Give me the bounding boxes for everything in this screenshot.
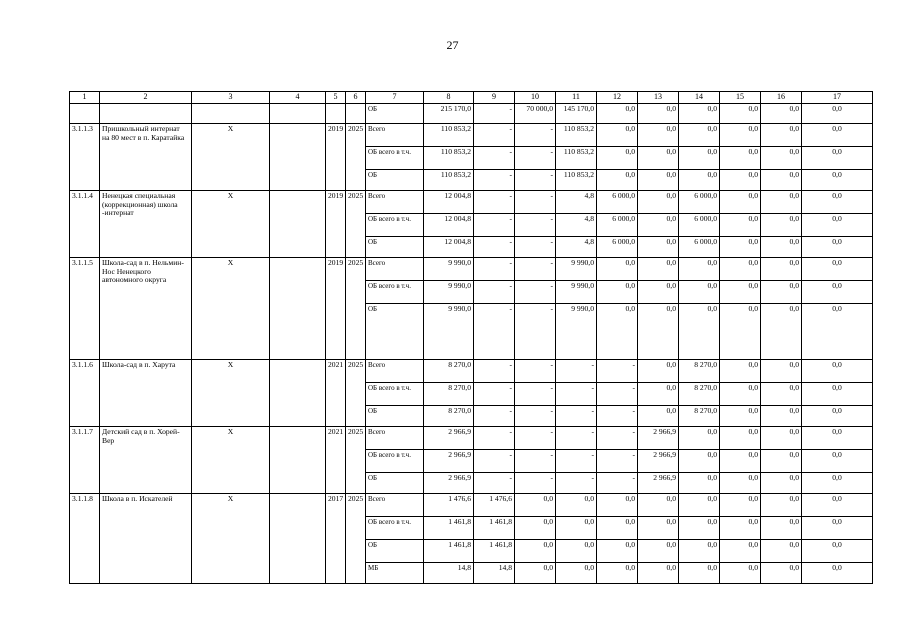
table-cell: 0,0 xyxy=(720,281,761,304)
end-year: 2025 xyxy=(346,258,366,360)
table-cell: 2 966,9 xyxy=(638,450,679,473)
start-year: 2021 xyxy=(326,427,346,494)
table-cell: - xyxy=(474,360,515,383)
column-header: 16 xyxy=(761,92,802,104)
funding-source: ОБ xyxy=(366,237,424,258)
column-header: 8 xyxy=(424,92,474,104)
column-header: 9 xyxy=(474,92,515,104)
start-year: 2021 xyxy=(326,360,346,427)
start-year: 2019 xyxy=(326,258,346,360)
table-row xyxy=(70,104,873,124)
column-header: 7 xyxy=(366,92,424,104)
table-cell: 0,0 xyxy=(597,563,638,584)
column-header-row xyxy=(70,92,873,104)
table-cell: - xyxy=(556,360,597,383)
item-mark: X xyxy=(192,360,270,427)
funding-source: МБ xyxy=(366,563,424,584)
empty-cell xyxy=(270,104,326,124)
table-cell: - xyxy=(515,170,556,191)
table-cell: 0,0 xyxy=(638,383,679,406)
table-cell: 110 853,2 xyxy=(424,170,474,191)
table-cell: 0,0 xyxy=(638,494,679,517)
table-cell: - xyxy=(597,406,638,427)
table-cell: 0,0 xyxy=(597,104,638,124)
table-cell: - xyxy=(515,406,556,427)
table-cell: 0,0 xyxy=(802,258,873,281)
table-cell: - xyxy=(515,450,556,473)
funding-source: ОБ xyxy=(366,540,424,563)
table-cell: 0,0 xyxy=(638,191,679,214)
funding-source: Всего xyxy=(366,258,424,281)
table-cell: 9 990,0 xyxy=(556,258,597,281)
table-cell: - xyxy=(556,427,597,450)
table-cell: - xyxy=(515,258,556,281)
table-cell: 0,0 xyxy=(761,383,802,406)
end-year: 2025 xyxy=(346,191,366,258)
table-cell: 0,0 xyxy=(720,406,761,427)
empty-cell xyxy=(346,104,366,124)
table-cell: 0,0 xyxy=(720,383,761,406)
column-header: 2 xyxy=(100,92,192,104)
table-cell: 0,0 xyxy=(679,304,720,360)
table-cell: 0,0 xyxy=(679,258,720,281)
table-cell: 0,0 xyxy=(597,170,638,191)
table-cell: - xyxy=(515,360,556,383)
table-cell: 14,8 xyxy=(424,563,474,584)
column-header: 1 xyxy=(70,92,100,104)
table-cell: 0,0 xyxy=(802,427,873,450)
table-cell: - xyxy=(515,304,556,360)
table-cell: 9 990,0 xyxy=(556,304,597,360)
table-cell: 0,0 xyxy=(761,304,802,360)
table-cell: 0,0 xyxy=(761,124,802,147)
funding-source: ОБ xyxy=(366,304,424,360)
table-cell: 0,0 xyxy=(761,360,802,383)
table-cell: 110 853,2 xyxy=(556,170,597,191)
table-cell: 0,0 xyxy=(597,258,638,281)
column-header: 11 xyxy=(556,92,597,104)
table-cell: - xyxy=(474,427,515,450)
item-mark: X xyxy=(192,258,270,360)
table-cell: 0,0 xyxy=(720,258,761,281)
column-header: 13 xyxy=(638,92,679,104)
table-cell: 110 853,2 xyxy=(556,147,597,170)
table-cell: 1 461,8 xyxy=(424,540,474,563)
table-cell: 0,0 xyxy=(761,494,802,517)
table-cell: 0,0 xyxy=(679,494,720,517)
item-code: 3.1.1.3 xyxy=(70,124,100,191)
funding-source: ОБ всего в т.ч. xyxy=(366,281,424,304)
table-cell: 0,0 xyxy=(720,427,761,450)
table-cell: 70 000,0 xyxy=(515,104,556,124)
funding-source: ОБ xyxy=(366,406,424,427)
table-row xyxy=(70,124,873,147)
table-cell: - xyxy=(556,473,597,494)
table-row xyxy=(70,494,873,517)
table-cell: 215 170,0 xyxy=(424,104,474,124)
table-cell: 0,0 xyxy=(761,540,802,563)
item-mark: X xyxy=(192,191,270,258)
table-cell: 0,0 xyxy=(515,517,556,540)
table-cell: 2 966,9 xyxy=(424,427,474,450)
table-cell: 0,0 xyxy=(720,360,761,383)
funding-source: Всего xyxy=(366,494,424,517)
table-cell: 0,0 xyxy=(802,104,873,124)
item-code: 3.1.1.6 xyxy=(70,360,100,427)
table-row xyxy=(70,258,873,281)
item-code: 3.1.1.7 xyxy=(70,427,100,494)
table-cell: - xyxy=(515,191,556,214)
funding-source: ОБ xyxy=(366,170,424,191)
budget-table xyxy=(69,91,873,584)
table-cell: 0,0 xyxy=(638,104,679,124)
item-code: 3.1.1.8 xyxy=(70,494,100,584)
table-cell: 0,0 xyxy=(761,450,802,473)
table-cell: 8 270,0 xyxy=(424,406,474,427)
table-cell: 8 270,0 xyxy=(679,383,720,406)
table-cell: 0,0 xyxy=(597,517,638,540)
table-cell: 12 004,8 xyxy=(424,214,474,237)
item-mark: X xyxy=(192,427,270,494)
table-cell: 0,0 xyxy=(638,147,679,170)
table-cell: 9 990,0 xyxy=(424,281,474,304)
funding-source: ОБ всего в т.ч. xyxy=(366,517,424,540)
table-cell: 0,0 xyxy=(761,214,802,237)
empty-cell xyxy=(270,494,326,584)
start-year: 2017 xyxy=(326,494,346,584)
table-cell: 0,0 xyxy=(556,494,597,517)
table-cell: 1 461,8 xyxy=(474,517,515,540)
table-cell: 0,0 xyxy=(720,170,761,191)
table-cell: 0,0 xyxy=(802,563,873,584)
column-header: 5 xyxy=(326,92,346,104)
table-cell: - xyxy=(515,214,556,237)
table-cell: 9 990,0 xyxy=(424,304,474,360)
item-name: Пришкольный интернат на 80 мест в п. Каратайка xyxy=(100,124,192,191)
table-cell: 0,0 xyxy=(802,170,873,191)
table-cell: - xyxy=(597,473,638,494)
table-cell: 0,0 xyxy=(802,214,873,237)
table-cell: ОБ xyxy=(366,104,424,124)
table-cell: - xyxy=(474,147,515,170)
funding-source: ОБ всего в т.ч. xyxy=(366,214,424,237)
table-cell: 0,0 xyxy=(802,450,873,473)
table-cell: 145 170,0 xyxy=(556,104,597,124)
table-cell: - xyxy=(474,170,515,191)
item-code: 3.1.1.5 xyxy=(70,258,100,360)
table-cell: 1 461,8 xyxy=(424,517,474,540)
table-cell: 0,0 xyxy=(761,237,802,258)
table-cell: 4,8 xyxy=(556,191,597,214)
table-cell: 0,0 xyxy=(761,517,802,540)
table-cell: - xyxy=(474,406,515,427)
end-year: 2025 xyxy=(346,427,366,494)
table-cell: 0,0 xyxy=(638,540,679,563)
column-header: 12 xyxy=(597,92,638,104)
table-cell: 0,0 xyxy=(679,517,720,540)
funding-source: Всего xyxy=(366,360,424,383)
table-cell: - xyxy=(474,304,515,360)
table-cell: 0,0 xyxy=(515,540,556,563)
table-cell: - xyxy=(515,427,556,450)
table-cell: 0,0 xyxy=(556,540,597,563)
empty-cell xyxy=(270,124,326,191)
table-cell: 2 966,9 xyxy=(424,473,474,494)
table-cell: 0,0 xyxy=(638,214,679,237)
empty-cell xyxy=(192,104,270,124)
table-cell: 1 461,8 xyxy=(474,540,515,563)
table-cell: 4,8 xyxy=(556,214,597,237)
table-cell: - xyxy=(556,406,597,427)
table-cell: 0,0 xyxy=(597,124,638,147)
funding-source: Всего xyxy=(366,191,424,214)
table-cell: 110 853,2 xyxy=(424,147,474,170)
table-cell: 9 990,0 xyxy=(424,258,474,281)
table-cell: 0,0 xyxy=(802,191,873,214)
table-cell: 0,0 xyxy=(802,360,873,383)
column-header: 10 xyxy=(515,92,556,104)
table-cell: 0,0 xyxy=(761,191,802,214)
table-row xyxy=(70,360,873,383)
end-year: 2025 xyxy=(346,124,366,191)
table-cell: 0,0 xyxy=(597,304,638,360)
table-cell: 0,0 xyxy=(597,540,638,563)
table-cell: 6 000,0 xyxy=(597,191,638,214)
table-cell: 0,0 xyxy=(761,406,802,427)
empty-cell xyxy=(270,360,326,427)
table-cell: 0,0 xyxy=(720,517,761,540)
item-code: 3.1.1.4 xyxy=(70,191,100,258)
table-cell: 0,0 xyxy=(679,104,720,124)
table-cell: 6 000,0 xyxy=(679,191,720,214)
table-cell: 0,0 xyxy=(679,427,720,450)
table-cell: 0,0 xyxy=(761,258,802,281)
table-cell: 0,0 xyxy=(679,170,720,191)
column-header: 15 xyxy=(720,92,761,104)
item-mark: X xyxy=(192,494,270,584)
table-cell: 0,0 xyxy=(802,124,873,147)
table-cell: 0,0 xyxy=(720,124,761,147)
table-cell: 9 990,0 xyxy=(556,281,597,304)
table-cell: 12 004,8 xyxy=(424,237,474,258)
table-cell: - xyxy=(474,383,515,406)
table-cell: 0,0 xyxy=(597,147,638,170)
funding-source: Всего xyxy=(366,427,424,450)
table-cell: 0,0 xyxy=(802,517,873,540)
table-cell: 0,0 xyxy=(638,304,679,360)
table-cell: 8 270,0 xyxy=(679,406,720,427)
table-cell: 0,0 xyxy=(761,473,802,494)
table-cell: 0,0 xyxy=(515,563,556,584)
table-cell: 0,0 xyxy=(802,237,873,258)
item-mark: X xyxy=(192,124,270,191)
funding-source: ОБ всего в т.ч. xyxy=(366,147,424,170)
table-cell: 0,0 xyxy=(638,124,679,147)
table-cell: 110 853,2 xyxy=(424,124,474,147)
table-cell: 0,0 xyxy=(597,494,638,517)
item-name: Ненецкая специальная (коррекционная) школа -интернат xyxy=(100,191,192,258)
table-cell: 0,0 xyxy=(761,427,802,450)
table-cell: 0,0 xyxy=(556,563,597,584)
table-cell: 8 270,0 xyxy=(424,360,474,383)
column-header: 4 xyxy=(270,92,326,104)
table-cell: 4,8 xyxy=(556,237,597,258)
table-cell: 0,0 xyxy=(720,473,761,494)
table-cell: - xyxy=(556,383,597,406)
table-cell: 0,0 xyxy=(802,147,873,170)
table-cell: - xyxy=(597,427,638,450)
table-cell: 0,0 xyxy=(679,450,720,473)
table-row xyxy=(70,427,873,450)
table-cell: 1 476,6 xyxy=(474,494,515,517)
table-cell: 0,0 xyxy=(638,406,679,427)
table-cell: 0,0 xyxy=(802,540,873,563)
table-cell: 8 270,0 xyxy=(424,383,474,406)
table-cell: 0,0 xyxy=(720,450,761,473)
table-cell: 0,0 xyxy=(761,104,802,124)
funding-source: Всего xyxy=(366,124,424,147)
table-cell: 0,0 xyxy=(679,147,720,170)
table-cell: - xyxy=(597,383,638,406)
table-cell: 0,0 xyxy=(761,170,802,191)
table-cell: 0,0 xyxy=(802,473,873,494)
table-cell: - xyxy=(474,124,515,147)
table-cell: 0,0 xyxy=(720,237,761,258)
table-cell: 14,8 xyxy=(474,563,515,584)
column-header: 3 xyxy=(192,92,270,104)
table-row xyxy=(70,191,873,214)
item-name: Детский сад в п. Хорей-Вер xyxy=(100,427,192,494)
table-cell: 0,0 xyxy=(638,360,679,383)
table-cell: 0,0 xyxy=(761,147,802,170)
table-cell: 0,0 xyxy=(679,563,720,584)
empty-cell xyxy=(270,427,326,494)
table-cell: 0,0 xyxy=(761,281,802,304)
table-cell: - xyxy=(474,214,515,237)
table-cell: 0,0 xyxy=(597,281,638,304)
table-cell: - xyxy=(474,450,515,473)
table-cell: 0,0 xyxy=(720,147,761,170)
table-cell: - xyxy=(474,104,515,124)
item-name: Школа-сад в п. Харута xyxy=(100,360,192,427)
table-cell: - xyxy=(474,281,515,304)
table-cell: 2 966,9 xyxy=(638,427,679,450)
table-cell: 0,0 xyxy=(802,494,873,517)
end-year: 2025 xyxy=(346,360,366,427)
table-cell: 0,0 xyxy=(556,517,597,540)
table-cell: 6 000,0 xyxy=(597,237,638,258)
column-header: 6 xyxy=(346,92,366,104)
empty-cell xyxy=(70,104,100,124)
table-cell: 2 966,9 xyxy=(638,473,679,494)
table-cell: - xyxy=(474,237,515,258)
table-cell: 0,0 xyxy=(802,383,873,406)
table-cell: 0,0 xyxy=(720,494,761,517)
table-cell: - xyxy=(515,383,556,406)
table-cell: 0,0 xyxy=(679,540,720,563)
table-cell: 0,0 xyxy=(638,258,679,281)
table-cell: 0,0 xyxy=(679,473,720,494)
table-cell: - xyxy=(515,281,556,304)
table-cell: 0,0 xyxy=(679,124,720,147)
table-cell: 0,0 xyxy=(679,281,720,304)
funding-source: ОБ xyxy=(366,473,424,494)
table-cell: 0,0 xyxy=(802,406,873,427)
table-cell: 0,0 xyxy=(638,237,679,258)
table-cell: - xyxy=(515,147,556,170)
table-cell: - xyxy=(515,124,556,147)
page-number: 27 xyxy=(446,38,459,52)
table-cell: 12 004,8 xyxy=(424,191,474,214)
table-cell: 6 000,0 xyxy=(597,214,638,237)
table-cell: 0,0 xyxy=(720,563,761,584)
item-name: Школа в п. Искателей xyxy=(100,494,192,584)
funding-source: ОБ всего в т.ч. xyxy=(366,383,424,406)
empty-cell xyxy=(270,258,326,360)
table-cell: - xyxy=(474,473,515,494)
table-cell: - xyxy=(556,450,597,473)
table-cell: 0,0 xyxy=(515,494,556,517)
table-cell: - xyxy=(474,191,515,214)
table-cell: 0,0 xyxy=(802,281,873,304)
table-cell: 1 476,6 xyxy=(424,494,474,517)
table-cell: 2 966,9 xyxy=(424,450,474,473)
column-header: 14 xyxy=(679,92,720,104)
start-year: 2019 xyxy=(326,191,346,258)
table-cell: 0,0 xyxy=(720,104,761,124)
table-cell: - xyxy=(597,450,638,473)
table-cell: 0,0 xyxy=(802,304,873,360)
item-name: Школа-сад в п. Нельмин-Нос Ненецкого автономного округа xyxy=(100,258,192,360)
table-cell: 0,0 xyxy=(638,170,679,191)
column-header: 17 xyxy=(802,92,873,104)
empty-cell xyxy=(270,191,326,258)
table-cell: 0,0 xyxy=(720,540,761,563)
start-year: 2019 xyxy=(326,124,346,191)
table-cell: 6 000,0 xyxy=(679,237,720,258)
table-cell: 8 270,0 xyxy=(679,360,720,383)
table-cell: 110 853,2 xyxy=(556,124,597,147)
table-cell: - xyxy=(474,258,515,281)
table-cell: 0,0 xyxy=(638,281,679,304)
empty-cell xyxy=(100,104,192,124)
table-cell: 0,0 xyxy=(638,563,679,584)
table-cell: 0,0 xyxy=(720,304,761,360)
empty-cell xyxy=(326,104,346,124)
table-cell: 0,0 xyxy=(761,563,802,584)
funding-source: ОБ всего в т.ч. xyxy=(366,450,424,473)
table-cell: - xyxy=(515,237,556,258)
table-cell: - xyxy=(597,360,638,383)
table-cell: 0,0 xyxy=(720,214,761,237)
table-cell: - xyxy=(515,473,556,494)
table-cell: 6 000,0 xyxy=(679,214,720,237)
table-cell: 0,0 xyxy=(720,191,761,214)
table-cell: 0,0 xyxy=(638,517,679,540)
end-year: 2025 xyxy=(346,494,366,584)
